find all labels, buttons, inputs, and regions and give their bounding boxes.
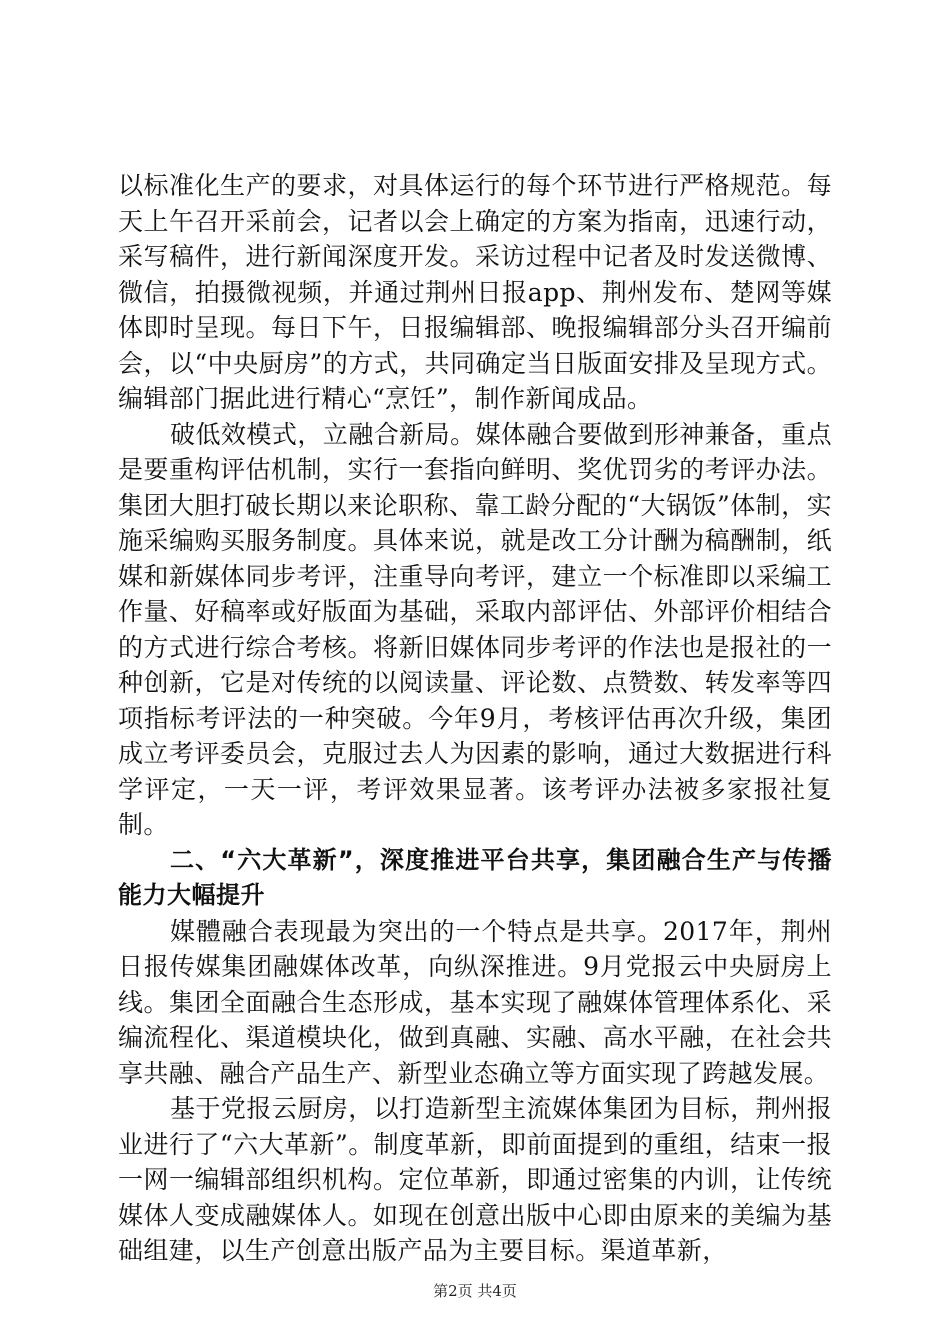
paragraph-evaluation-reform: 破低效模式，立融合新局。媒体融合要做到形神兼备，重点是要重构评估机制，实行一套指向鲜明、奖优罚劣的考评办法。集团大胆打破长期以来论职称、靠工龄分配的“大锅饭”体制，实施采编购买服务制度。具体来说，就是改工分计酬为稿酬制，纸媒和新媒体同步考评，注重导向考评，建立一个标准即以采编工作量、好稿率或好版面为基础，采取内部评估、外部评价相结合的方式进行综合考核。将新旧媒体同步考评的作法也是报社的一种创新，它是对传统的以阅读量、评论数、点赞数、转发率等四项指标考评法的一种突破。今年9月，考核评估再次升级，集团成立考评委员会，克服过去人为因素的影响，通过大数据进行科学评定，一天一评，考评效果显著。该考评办法被多家报社复制。 xyxy=(118,419,832,839)
paragraph-sharing: 媒體融合表现最为突出的一个特点是共享。2017年，荆州日报传媒集团融媒体改革，向纵深推进。9月党报云中央厨房上线。集团全面融合生态形成，基本实现了融媒体管理体系化、采编流程化、渠道模块化，做到真融、实融、高水平融，在社会共享共融、融合产品生产、新型业态确立等方面实现了跨越发展。 xyxy=(118,916,832,1088)
document-body xyxy=(118,168,832,1269)
section-heading: 二、“六大革新”，深度推进平台共享，集团融合生产与传播能力大幅提升 xyxy=(118,845,832,909)
paragraph-six-innovations: 基于党报云厨房，以打造新型主流媒体集团为目标，荆州报业进行了“六大革新”。制度革新，即前面提到的重组，结束一报一网一编辑部组织机构。定位革新，即通过密集的内训，让传统媒体人变成融媒体人。如现在创意出版中心即由原来的美编为基础组建，以生产创意出版产品为主要目标。渠道革新， xyxy=(118,1094,832,1265)
paragraph-continuation: 以标准化生产的要求，对具体运行的每个环节进行严格规范。每天上午召开采前会，记者以会上确定的方案为指南，迅速行动，采写稿件，进行新闻深度开发。采访过程中记者及时发送微博、微信，拍摄微视频，并通过荆州日报app、荆州发布、楚网等媒体即时呈现。每日下午，日报编辑部、晚报编辑部分头召开编前会，以“中央厨房”的方式，共同确定当日版面安排及呈现方式。编辑部门据此进行精心“烹饪”，制作新闻成品。 xyxy=(118,171,832,413)
page-footer: 第2页 共4页 xyxy=(433,1282,517,1300)
